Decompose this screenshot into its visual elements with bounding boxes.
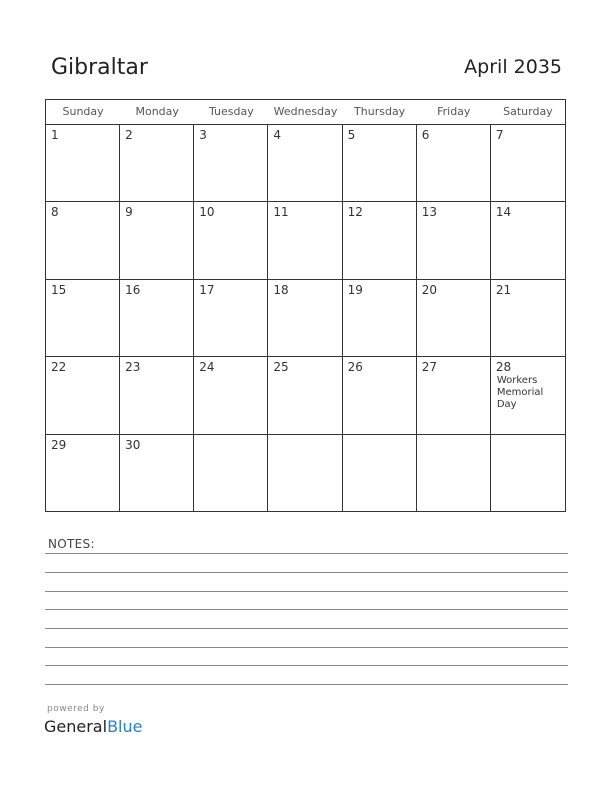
region-title: Gibraltar — [51, 55, 148, 80]
day-cell — [120, 125, 194, 202]
calendar-body — [46, 125, 565, 512]
powered-by-text: powered by — [47, 704, 105, 714]
day-cell — [120, 280, 194, 357]
day-number: 21 — [495, 282, 512, 297]
day-number: 28 — [495, 360, 512, 375]
day-cell — [46, 125, 120, 202]
note-line — [45, 647, 568, 648]
notes-label: NOTES: — [48, 537, 95, 551]
day-cell — [343, 435, 417, 512]
brand-name-blue: Blue — [107, 717, 143, 736]
day-number: 5 — [347, 128, 356, 142]
day-number: 23 — [125, 360, 141, 375]
day-cell — [120, 202, 194, 279]
day-cell — [491, 280, 565, 357]
weekday-friday: Friday — [437, 105, 471, 118]
day-number: 11 — [273, 205, 289, 220]
day-number: 30 — [125, 437, 141, 452]
month-title: April 2035 — [464, 56, 562, 78]
day-cell — [268, 125, 342, 202]
calendar-grid — [45, 99, 566, 512]
day-cell — [194, 125, 268, 202]
weekday-thursday: Thursday — [354, 105, 406, 118]
note-line — [45, 553, 568, 554]
day-number: 20 — [421, 282, 437, 297]
weekday-monday: Monday — [135, 105, 179, 118]
day-cell — [343, 280, 417, 357]
day-cell — [491, 125, 565, 202]
day-number: 12 — [347, 205, 363, 220]
day-number: 26 — [347, 360, 363, 375]
day-number: 6 — [421, 128, 430, 142]
day-number: 3 — [199, 128, 207, 142]
day-number: 4 — [273, 128, 282, 142]
day-number: 24 — [199, 360, 215, 375]
note-line — [45, 591, 568, 592]
note-line — [45, 684, 568, 685]
day-number: 18 — [273, 282, 289, 297]
weekday-header — [46, 100, 565, 125]
weekday-wednesday: Wednesday — [273, 105, 338, 118]
day-cell — [417, 357, 491, 434]
day-cell — [417, 280, 491, 357]
day-number: 16 — [125, 282, 141, 297]
day-number: 9 — [125, 205, 133, 220]
day-number: 17 — [199, 282, 215, 297]
day-cell — [491, 202, 565, 279]
day-cell — [46, 202, 120, 279]
day-number: 2 — [125, 128, 133, 142]
day-cell — [194, 435, 268, 512]
day-cell — [120, 435, 194, 512]
day-cell — [46, 280, 120, 357]
day-number: 19 — [347, 282, 363, 297]
day-cell — [491, 357, 565, 434]
day-cell — [417, 125, 491, 202]
weekday-saturday: Saturday — [503, 105, 553, 118]
day-cell — [417, 435, 491, 512]
day-number: 10 — [199, 205, 215, 220]
day-number: 8 — [51, 205, 59, 220]
weekday-sunday: Sunday — [62, 105, 104, 118]
day-number: 29 — [51, 437, 67, 452]
day-cell — [194, 357, 268, 434]
note-line — [45, 665, 568, 666]
day-cell — [343, 202, 417, 279]
day-cell — [120, 357, 194, 434]
note-line — [45, 572, 568, 573]
day-cell — [417, 202, 491, 279]
day-number: 27 — [421, 360, 437, 375]
day-number: 25 — [273, 360, 289, 375]
day-number: 7 — [495, 128, 504, 142]
brand-name-general: General — [44, 717, 108, 736]
day-cell — [343, 125, 417, 202]
day-number: 1 — [51, 128, 59, 142]
day-cell — [46, 357, 120, 434]
day-cell — [194, 280, 268, 357]
note-line — [45, 609, 568, 610]
day-cell — [268, 280, 342, 357]
day-cell — [268, 435, 342, 512]
holiday-label: Workers Memorial Day — [496, 375, 544, 411]
day-number: 15 — [51, 282, 67, 297]
weekday-tuesday: Tuesday — [208, 105, 254, 118]
day-cell — [46, 435, 120, 512]
day-cell — [268, 202, 342, 279]
note-line — [45, 628, 568, 629]
day-number: 14 — [495, 205, 512, 220]
day-cell — [268, 357, 342, 434]
day-cell — [194, 202, 268, 279]
brand-logo — [44, 717, 142, 736]
day-number: 22 — [51, 360, 67, 375]
day-cell — [491, 435, 565, 512]
day-number: 13 — [421, 205, 437, 220]
day-cell — [343, 357, 417, 434]
